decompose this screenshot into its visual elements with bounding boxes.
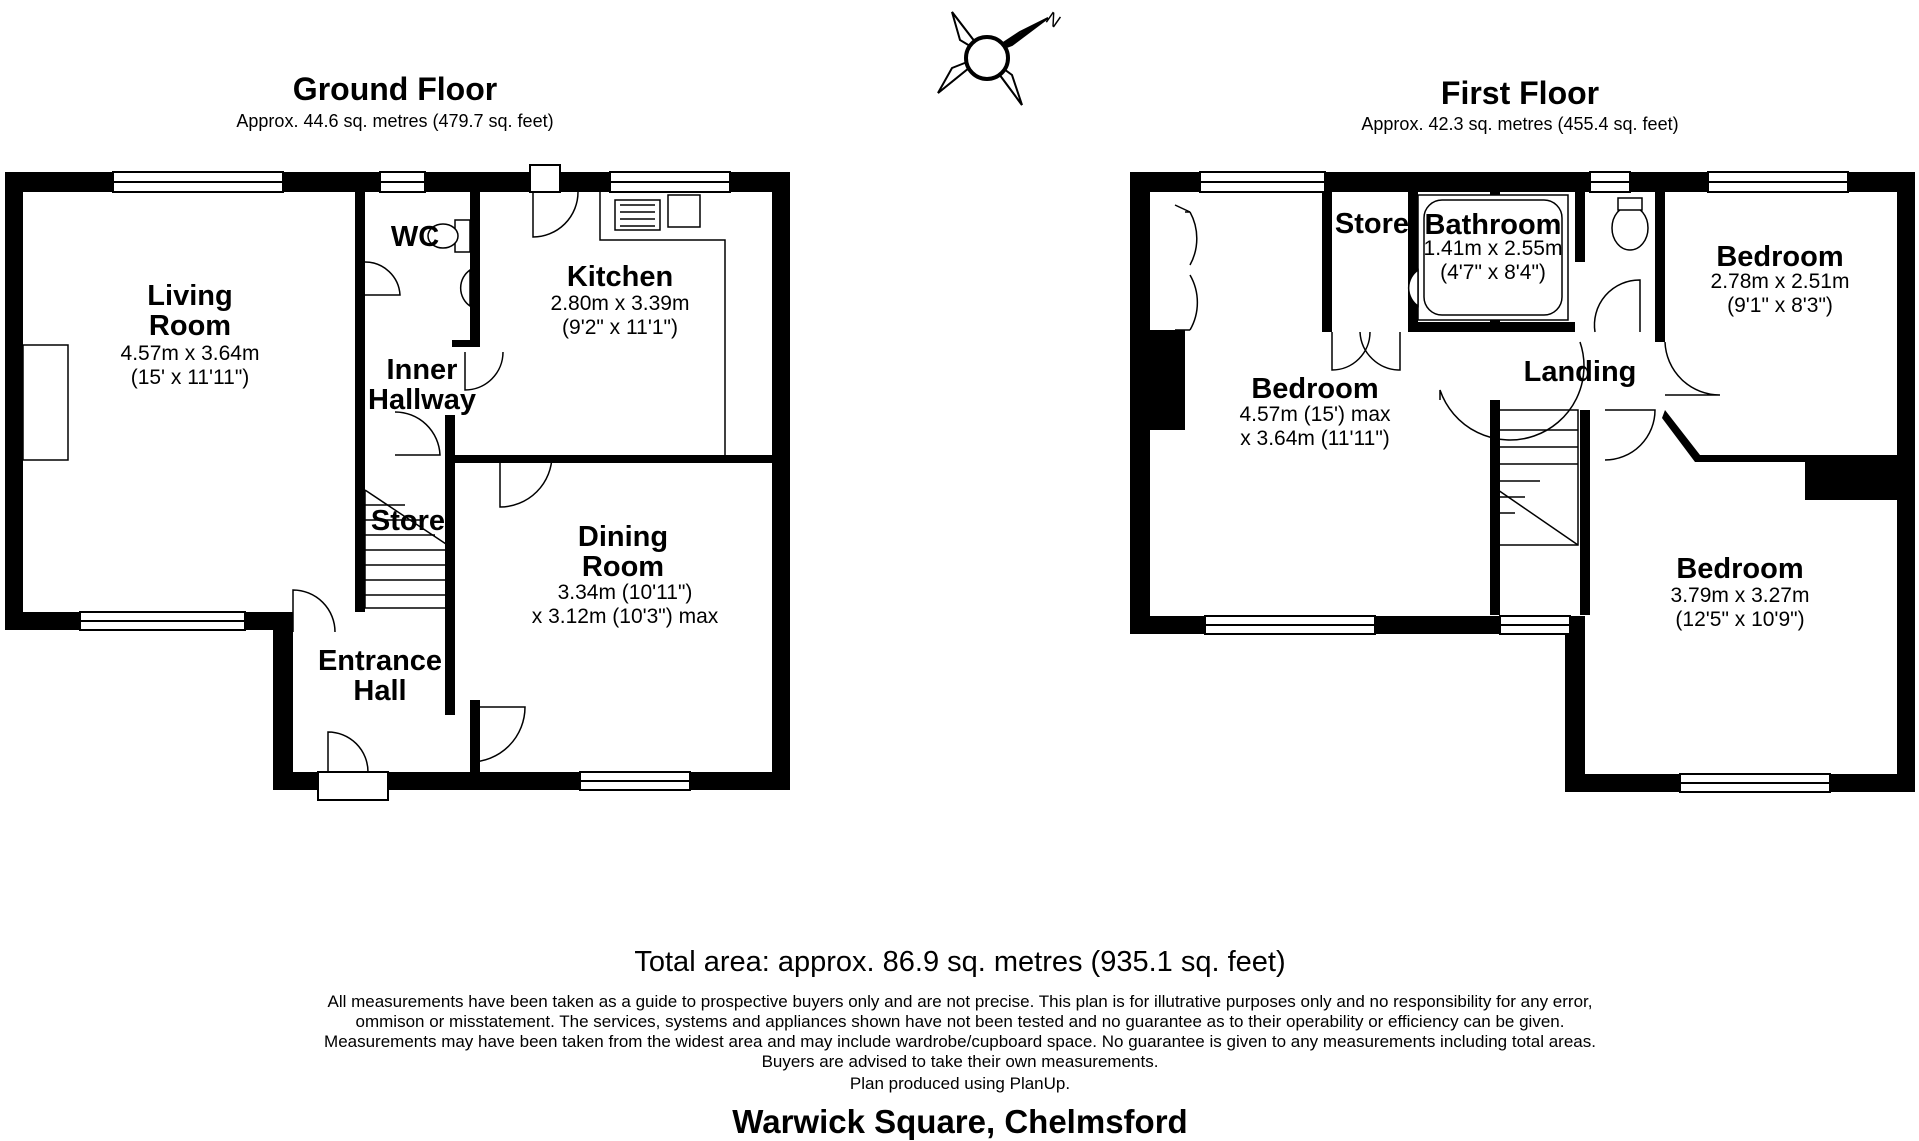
property-address: Warwick Square, Chelmsford: [732, 1103, 1188, 1140]
bedroom-main-label: Bedroom: [1251, 373, 1379, 405]
disclaimer-text: All measurements have been taken as a guide to prospective buyers only and are not precise. This plan is for illutrative purposes only and no responsibility for any error, ommison or misstatement. The services, systems and appliances shown have not been tested and no guarantee as to their operability or efficiency can be given. Measurements may have been taken from the widest area and may include wardrobe/cupboard space. No guarantee is given to any measurements including total areas. Buyers are advised to take their own measurements.: [324, 992, 1596, 1071]
bedroom-rear-label: Bedroom: [1676, 553, 1804, 585]
inner-hallway-label: Inner Hallway: [368, 354, 476, 417]
fireplace: [23, 345, 68, 460]
bedroom-front-label: Bedroom: [1716, 241, 1844, 273]
living-room-label: Living Room: [147, 280, 233, 343]
kitchen-dims: 2.80m x 3.39m (9'2" x 11'1"): [550, 292, 690, 339]
kitchen-label: Kitchen: [566, 261, 674, 293]
bedroom-rear-dims: 3.79m x 3.27m (12'5" x 10'9"): [1670, 584, 1810, 631]
compass-north-label: N: [1042, 7, 1065, 32]
total-area: Total area: approx. 86.9 sq. metres (935.1 sq. feet): [634, 946, 1286, 978]
wc-label: WC: [390, 221, 440, 253]
bedroom-main-dims: 4.57m (15') max x 3.64m (11'11"): [1239, 403, 1391, 450]
ground-floor-area: Approx. 44.6 sq. metres (479.7 sq. feet): [236, 111, 554, 131]
dining-room-dims: 3.34m (10'11") x 3.12m (10'3") max: [531, 581, 719, 628]
ground-store-label: Store: [370, 505, 446, 537]
bedroom-front-dims: 2.78m x 2.51m (9'1" x 8'3"): [1710, 270, 1850, 317]
produced-by-text: Plan produced using PlanUp.: [849, 1074, 1071, 1093]
compass-rose: [938, 12, 1048, 105]
landing-label: Landing: [1523, 356, 1637, 388]
ground-floor-title: Ground Floor: [292, 71, 498, 107]
bathroom-dims: 1.41m x 2.55m (4'7" x 8'4"): [1423, 237, 1563, 284]
first-floor-area: Approx. 42.3 sq. metres (455.4 sq. feet): [1361, 114, 1679, 134]
bathroom-label: Bathroom: [1424, 209, 1562, 241]
first-floor-title: First Floor: [1440, 75, 1600, 111]
first-floor-stairs: [1498, 410, 1578, 545]
living-room-dims: 4.57m x 3.64m (15' x 11'11"): [120, 342, 260, 389]
entrance-hall-label: Entrance Hall: [317, 645, 443, 708]
dining-room-label: Dining Room: [577, 521, 669, 584]
first-store-label: Store: [1334, 208, 1410, 240]
